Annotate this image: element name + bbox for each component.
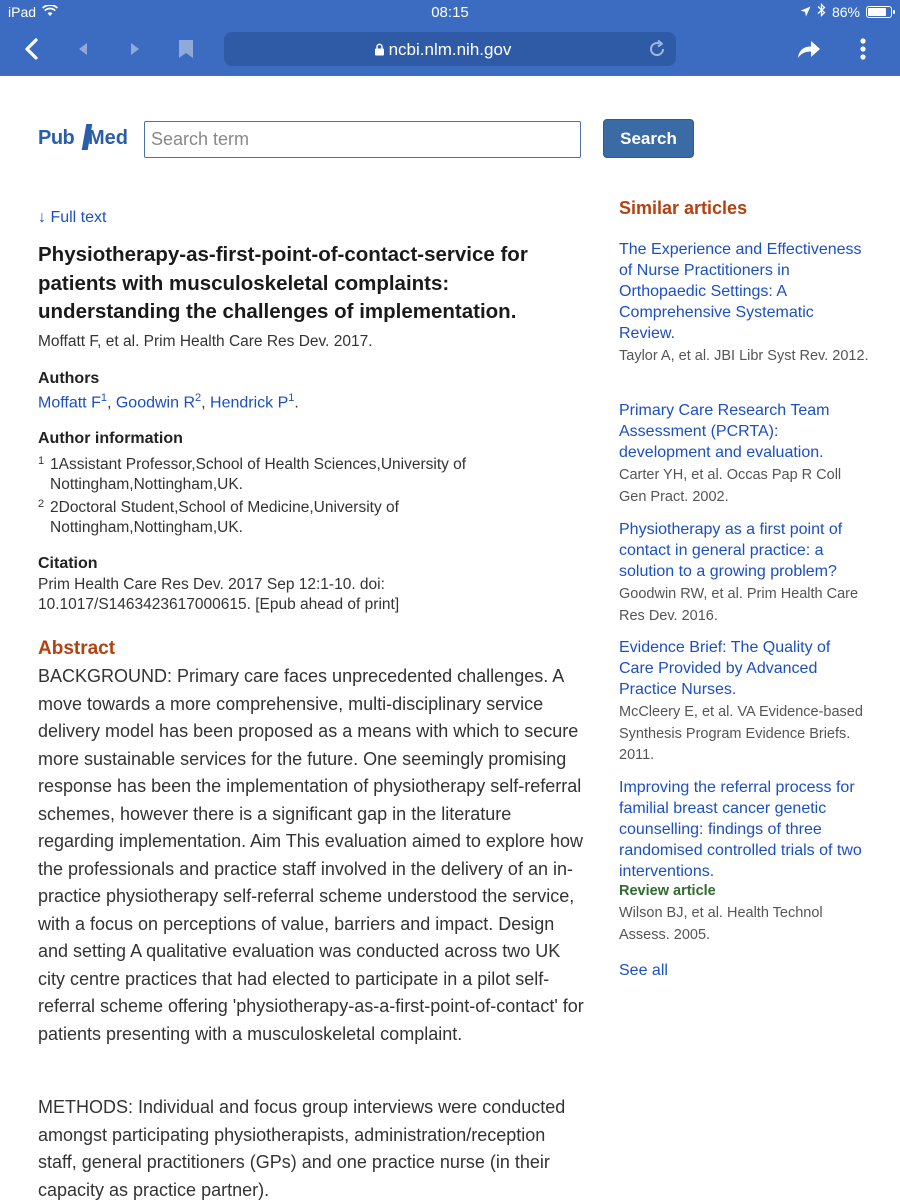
- affiliation-item: [38, 498, 558, 538]
- similar-article-item: [619, 400, 869, 508]
- abstract-paragraph: BACKGROUND: Primary care faces unprecedented challenges. A move towards a more comprehensive, multi-disciplinary service delivery model has been proposed as a means with which to secure more sustainable services for the future. One seemingly promising response has been the implementation of physiotherapy self-referral schemes, however there is a significant gap in the literature regarding implementation. Aim This evaluation aimed to explore how the professionals and practice staff involved in the delivery of an in-practice physiotherapy self-referral scheme understood the service, with a focus on perceptions of value, barriers and impact. Design and setting A qualitative evaluation was conducted across two UK city centre practices that had elected to participate in a pilot self-referral scheme offering 'physiotherapy-as-a-first-point-of-contact' for patients presenting with a musculoskeletal complaint.: [38, 666, 584, 1044]
- similar-article-link[interactable]: The Experience and Effectiveness of Nurse Practitioners in Orthopaedic Settings: A Comprehensive Systematic Review.: [619, 241, 862, 342]
- author-affil-sup: 1: [100, 392, 107, 404]
- logo-text-pub: Pub: [38, 127, 75, 149]
- full-text-link[interactable]: ↓ Full text: [38, 209, 107, 226]
- browser-chrome: [0, 0, 900, 76]
- back-button[interactable]: [16, 34, 46, 64]
- similar-article-link[interactable]: Physiotherapy as a first point of contact in general practice: a solution to a growing problem?: [619, 521, 843, 580]
- triangle-left-icon: [76, 41, 90, 57]
- history-back-button[interactable]: [68, 34, 98, 64]
- similar-article-link[interactable]: Improving the referral process for familial breast cancer genetic counselling: findings of three randomised controlled trials of two interventions.: [619, 779, 862, 880]
- see-all-link[interactable]: See all: [619, 962, 668, 979]
- affiliation-item: [38, 455, 558, 495]
- chevron-left-icon: [22, 37, 40, 61]
- citation-text: Prim Health Care Res Dev. 2017 Sep 12:1-10. doi: 10.1017/S1463423617000615. [Epub ahead of print]: [38, 576, 400, 613]
- similar-article-link[interactable]: Primary Care Research Team Assessment (PCRTA): development and evaluation.: [619, 402, 830, 461]
- authors-heading: Authors: [38, 370, 100, 387]
- similar-article-meta: Carter YH, et al. Occas Pap R Coll Gen Pract. 2002.: [619, 467, 842, 505]
- status-time: 08:15: [431, 4, 469, 21]
- similar-article-meta: Goodwin RW, et al. Prim Health Care Res Dev. 2016.: [619, 586, 859, 624]
- citation-heading: Citation: [38, 555, 98, 572]
- browser-toolbar: [0, 24, 900, 76]
- battery-icon: [866, 6, 892, 18]
- vertical-dots-icon: [859, 37, 867, 61]
- triangle-right-icon: [128, 41, 142, 57]
- bluetooth-icon: [817, 3, 826, 20]
- author-affil-sup: 1: [288, 392, 295, 404]
- review-article-badge: Review article: [619, 883, 716, 899]
- affiliation-text: 2Doctoral Student,School of Medicine,University of Nottingham,Nottingham,UK.: [50, 499, 399, 536]
- author-link[interactable]: Moffatt F: [38, 394, 101, 412]
- abstract-paragraph: METHODS: Individual and focus group interviews were conducted amongst participating physiotherapists, administration/reception staff, general practitioners (GPs) and one practice nurse (in their capacity as practice partner).: [38, 1097, 566, 1200]
- similar-articles-heading: Similar articles: [619, 198, 748, 218]
- search-input[interactable]: [144, 121, 581, 158]
- battery-percent: 86%: [831, 3, 860, 20]
- authors-list: Moffatt $F^1$, Goodwin $R^2$, Hendrick $P^1$.: [38, 392, 299, 412]
- author-affil-sup: 2: [195, 392, 202, 404]
- reload-icon[interactable]: [646, 38, 668, 65]
- similar-article-meta: Wilson BJ, et al. Health Technol Assess. 2005.: [619, 905, 823, 943]
- pubmed-logo[interactable]: [38, 124, 128, 154]
- similar-article-item: [619, 777, 869, 946]
- bookmark-icon: [178, 39, 194, 59]
- more-menu-button[interactable]: [848, 34, 878, 64]
- affiliation-text: 1Assistant Professor,School of Health Sciences,University of Nottingham,Nottingham,UK.: [50, 456, 467, 493]
- bookmark-button[interactable]: [171, 34, 201, 64]
- similar-article-meta: McCleery E, et al. VA Evidence-based Synthesis Program Evidence Briefs. 2011.: [619, 704, 863, 763]
- similar-article-link[interactable]: Evidence Brief: The Quality of Care Provided by Advanced Practice Nurses.: [619, 639, 831, 698]
- history-forward-button[interactable]: [120, 34, 150, 64]
- share-arrow-icon: [796, 38, 822, 60]
- location-arrow-icon: [800, 4, 811, 20]
- similar-article-meta: Taylor A, et al. JBI Libr Syst Rev. 2012.: [619, 348, 869, 364]
- abstract-heading: Abstract: [38, 638, 116, 659]
- logo-text-med: Med: [88, 127, 128, 149]
- author-link[interactable]: Hendrick P: [210, 394, 289, 412]
- device-name: iPad: [8, 4, 37, 20]
- affiliation-number: 1: [38, 455, 45, 467]
- search-button[interactable]: Search: [603, 119, 694, 158]
- similar-article-item: [619, 519, 869, 627]
- affiliation-number: 2: [38, 498, 45, 510]
- share-button[interactable]: [794, 34, 824, 64]
- address-bar[interactable]: [224, 32, 676, 66]
- status-bar: [0, 0, 900, 24]
- similar-article-item: [619, 637, 869, 767]
- similar-article-item: [619, 239, 869, 368]
- article-title: Physiotherapy-as-first-point-of-contact-service for patients with musculoskeletal complaints: understanding the challenges of implementation.: [38, 243, 528, 323]
- journal-line: Moffatt F, et al. Prim Health Care Res Dev. 2017.: [38, 333, 373, 350]
- url-text: ncbi.nlm.nih.gov: [388, 40, 512, 59]
- author-link[interactable]: Goodwin R: [115, 394, 196, 412]
- author-info-heading[interactable]: Author information: [38, 430, 183, 447]
